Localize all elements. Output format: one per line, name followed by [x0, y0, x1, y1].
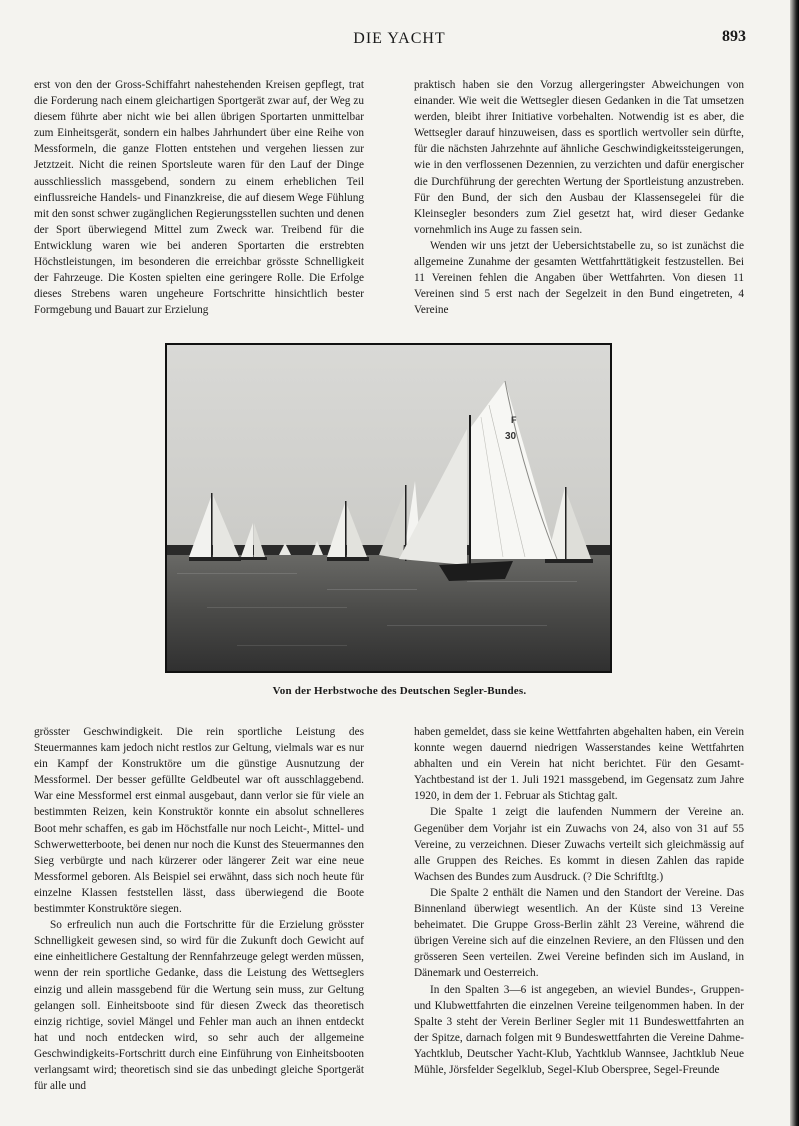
page-number: 893: [722, 28, 746, 45]
paragraph: praktisch haben sie den Vorzug allergeringster Abweichungen von einander. Wie weit die Wettsegler diesen Gedanken in die Tat umsetzen werden, bleibt ihrer Initiative vorbehalten. Notwendig ist es aber, die Wettsegler darauf hinzuweisen, dass es sportlich wertvoller sein dürfte, für die nächsten Jahrzehnte auf ähnliche Geschwindigkeitssteigerungen, wie in den verflossenen Dezennien, zu verzichten und dafür energischer die Durchführung der gerechten Wertung der Sportleistung anzustreben. Für den Bund, der sich den Ausbau der Klassensegelei für die Kleinsegler besonders zum Ziel gesetzt hat, wird dieser Gedanke vornehmlich ins Auge zu fassen sein.: [414, 79, 744, 236]
sail-number: 30: [505, 431, 517, 442]
text-column-bottom-left: [34, 724, 364, 1094]
running-title: DIE YACHT: [353, 30, 446, 47]
text-column-top-left: [34, 77, 364, 318]
text-column-bottom-right: [414, 724, 744, 1078]
sail-letter: F: [511, 415, 517, 425]
paragraph: Die Spalte 2 enthält die Namen und den Standort der Vereine. Das Binnenland überwiegt wesentlich. An der Küste sind 13 Vereine beheimatet. Die Gruppe Gross-Berlin zählt 23 Vereine, während die übrigen Vereine sich auf die einzelnen Reviere, an den Flüssen und den grösseren Seen verteilen. Zwei Vereine befinden sich im Ausland, in Dänemark und Oesterreich.: [414, 886, 744, 980]
figure-caption: Von der Herbstwoche des Deutschen Segler-Bundes.: [272, 685, 527, 697]
regatta-photo: [165, 343, 612, 673]
paragraph: haben gemeldet, dass sie keine Wettfahrten abgehalten haben, ein Verein konnte wegen dauernd niedrigen Wasserstandes keine Wettfahrten abhalten und ein Verein hat nicht berichtet. Für den Gesamt-Yachtbestand ist der 1. Juli 1921 massgebend, im Gegensatz zum Jahre 1920, in dem der 1. Februar als Stichtag galt.: [414, 726, 744, 803]
water: [167, 553, 610, 671]
text-column-top-right: [414, 77, 744, 318]
paragraph: erst von den der Gross-Schiffahrt nahestehenden Kreisen gepflegt, trat die Forderung nach einem gleichartigen Sportgerät zwar auf, der Weg zu diesem führte aber nicht wie bei allen übrigen Sportarten unmittelbar zum Einheitsgerät, sondern ein halbes Jahrhundert über eine Reihe von Messformeln, die ganze Flotten entstehen und vergehen liessen zur Jetztzeit. Nicht die reinen Sportsleute waren für den Lauf der Dinge ausschliesslich massgebend, sondern zu einem erheblichen Teil einflussreiche Handels- und Finanzkreise, die auf diesem Wege Fühlung mit den sonst schwer zugänglichen Regierungsstellen suchten und denen der Sport überwiegend Mittel zum Zweck war. Treibend für die Entwicklung waren wie bei anderen Sportarten die erstrebten Höchstleistungen, im besonderen die erreichbar grösste Schnelligkeit der Fahrzeuge. Die Kosten spielten eine geringere Rolle. Die Erfolge dieses Strebens waren ungeheure Fortschritte hinsichtlich bester Formgebung und Bauart zur Erzielung: [34, 79, 364, 317]
sailboats-illustration: [167, 345, 610, 671]
binding-edge: [790, 0, 799, 1126]
paragraph: grösster Geschwindigkeit. Die rein sportliche Leistung des Steuermannes kam jedoch nicht restlos zur Geltung, vielmals war es nur ein Kampf der Konstruktöre um die günstige Ausnutzung der Messformel. Der besser gefüllte Geldbeutel war oft ausschlaggebend. War eine Messformel erst einmal ausgebaut, dann verlor sie für viele an bestimmten Reizen, kein Konstruktör konnte ein absolut schnelleres Boot mehr schaffen, es gab im Höchstfalle nur noch Leicht-, Mittel- und Schwerwetterboote, bei denen nur noch die Kunst des Steuermannes den Sieg verbürgte und nach kürzerer oder längerer Zeit war eine neue Messformel geboren. Als Beispiel sei erwähnt, dass sich noch heute für einzelne Klassen feststellen lässt, dass überwiegend die Boote bestimmter Konstruktöre siegen.: [34, 726, 364, 916]
paragraph: So erfreulich nun auch die Fortschritte für die Erzielung grösster Schnelligkeit gewesen sind, so wird für die Zukunft doch Gewicht auf eine einheitlichere Gestaltung der Rennfahrzeuge gelegt werden müssen, wenn der rein sportliche Gedanke, dass die Leistung des Wettseglers einzig und allein massgebend für die Wertung sein muss, zur Geltung gelangen soll. Einheitsboote sind für diesen Zweck das theoretisch einzig richtige, soviel Mängel und Fehler man auch an ihnen entdeckt hat und noch entdecken wird, so sehr auch der allgemeine Geschwindigkeits-Fortschritt durch eine Einführung von Einheitsbooten verlangsamt wird; theoretisch sind sie das unbedingt gleiche Sportgerät für alle und: [34, 919, 364, 1093]
paragraph: In den Spalten 3—6 ist angegeben, an wieviel Bundes-, Gruppen- und Klubwettfahrten die einzelnen Vereine teilgenommen haben. In der Spalte 3 steht der Verein Berliner Segler mit 11 Bundeswettfahrten an der Spitze, darnach folgen mit 9 Bundeswettfahrten die Vereine Dahme-Yachtklub, Deutscher Yacht-Klub, Yachtklub Wannsee, Jachtklub Neue Mühle, Jörsfelder Segelklub, Segel-Klub Oberspree, Segel-Freunde: [414, 983, 744, 1076]
paragraph: Wenden wir uns jetzt der Uebersichtstabelle zu, so ist zunächst die allgemeine Zunahme der gesamten Wettfahrttätigkeit festzustellen. Bei 11 Vereinen fehlen die Angaben über Wettfahrten. Von diesen 11 Vereinen sind 5 erst nach der Segelzeit in den Bund eingetreten, 4 Vereine: [414, 239, 744, 317]
paragraph: Die Spalte 1 zeigt die laufenden Nummern der Vereine an. Gegenüber dem Vorjahr ist ein Zuwachs von 24, also von 31 auf 55 Vereine, zu verzeichnen. Dieser Zuwachs verteilt sich gleichmässig auf alle Gruppen des Reiches. Es kommt in diesen Zahlen das rapide Wachsen des Bundes zum Ausdruck. (? Die Schriftltg.): [414, 806, 744, 883]
